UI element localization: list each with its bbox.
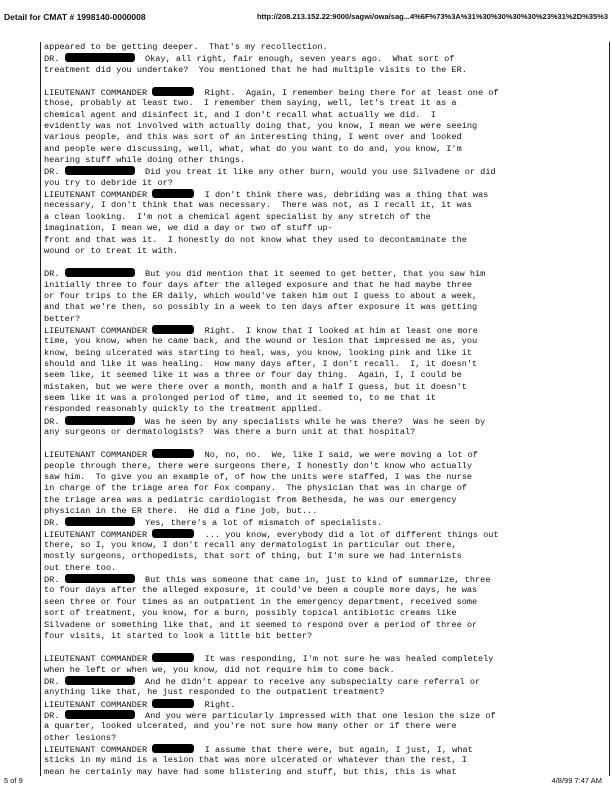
transcript-line <box>44 574 606 585</box>
transcript-line: evidently was not involved with actually doing that, you know, I mean we were seeing <box>44 121 478 132</box>
transcript-line: should and like it was healing. How many days after, I don't recall. I, it doesn't <box>44 358 478 369</box>
transcript-line: those, probably at least two. I remember them saying, well, let's treat it as a <box>44 98 457 109</box>
speaker-text: Did you treat it like any other burn, would you use Silvadene or did <box>134 167 496 178</box>
speaker-label: LIEUTENANT COMMANDER <box>44 450 153 461</box>
speaker-text: Right. I know that I looked at him at least one more <box>194 325 478 336</box>
redaction-bar <box>152 699 194 708</box>
redaction-bar <box>65 517 135 526</box>
transcript-line <box>44 517 606 528</box>
transcript-paragraph <box>44 268 606 438</box>
transcript-line <box>44 189 606 200</box>
speaker-label: DR. <box>44 416 65 427</box>
redaction-bar <box>152 449 194 458</box>
transcript-line: anything like that, he just responded to the outpatient treatment? <box>44 687 385 698</box>
speaker-label: DR. <box>44 269 65 280</box>
transcript-line: saw him. To give you an example of, of how the units were staffed, I was the nurse <box>44 472 473 483</box>
speaker-label: DR. <box>44 518 65 529</box>
speaker-text: And you were particularly impressed with that one lesion the size of <box>134 710 496 721</box>
transcript-line: a quarter, looked ulcerated, and you're not sure how many other or if there were <box>44 721 457 732</box>
transcript-line: hearing stuff while doing other things. <box>44 155 246 166</box>
speaker-text: Right. <box>194 699 236 710</box>
transcript-line: sticks in my mind is a lesion that was more ulcerated or whatever than the rest, I <box>44 755 467 766</box>
redaction-bar <box>152 87 194 96</box>
transcript-line: imagination, I mean we, we did a day or two of stuff up- <box>44 223 333 234</box>
transcript-line: physician in the ER there. He did a fine job, but... <box>44 506 318 517</box>
transcript-line: know, being ulcerated was starting to heal, was, you know, looking pink and like it <box>44 347 473 358</box>
speaker-label: LIEUTENANT COMMANDER <box>44 325 153 336</box>
transcript-line: seen three or four times as an outpatient in the emergency department, received some <box>44 596 478 607</box>
redaction-bar <box>65 710 135 719</box>
speaker-text: It was responding, I'm not sure he was healed completely <box>194 654 494 665</box>
transcript-line: mean he certainly may have had some blistering and stuff, but this, this is what <box>44 766 457 777</box>
speaker-label: LIEUTENANT COMMANDER <box>44 529 153 540</box>
transcript-line: responded reasonably quickly to the treatment applied. <box>44 404 323 415</box>
speaker-label: DR. <box>44 575 65 586</box>
transcript-line: mistaken, but we were there over a month, month and a half I guess, but it doesn't <box>44 381 467 392</box>
transcript-line <box>44 325 606 336</box>
transcript-line: when he left or when we, you know, did not require him to come back. <box>44 664 395 675</box>
transcript-line: various people, and this was sort of an interesting thing, I went over and looked <box>44 132 462 143</box>
transcript-line: necessary, I don't think that was necessary. There was not, as I recall it, it was <box>44 200 473 211</box>
transcript-line: the triage area was a pediatric cardiologist from Bethesda, he was our emergency <box>44 494 457 505</box>
speaker-label: LIEUTENANT COMMANDER <box>44 699 153 710</box>
transcript-line <box>44 268 606 279</box>
transcript-line <box>44 416 606 427</box>
transcript-line: and that we're then, so possibly in a week to ten days after exposure it was getting <box>44 302 478 313</box>
transcript-paragraph <box>44 653 606 778</box>
transcript-line: or four trips to the ER daily, which would've taken him out I guess to about a week, <box>44 290 478 301</box>
speaker-text: And he didn't appear to receive any subspecialty care referral or <box>134 676 481 687</box>
transcript-body <box>44 42 606 789</box>
transcript-line <box>44 53 606 64</box>
transcript-line <box>44 699 606 710</box>
transcript-line: four visits, it started to look a little bit better? <box>44 630 313 641</box>
speaker-text: No, no, no. We, like I said, we were moving a lot of <box>194 450 478 461</box>
speaker-label: DR. <box>44 710 65 721</box>
transcript-paragraph <box>44 42 606 76</box>
transcript-line: a clean looking. I'm not a chemical agent specialist by any stretch of the <box>44 211 431 222</box>
transcript-line: you try to debride it or? <box>44 177 173 188</box>
redaction-bar <box>152 529 194 538</box>
speaker-label: LIEUTENANT COMMANDER <box>44 190 153 201</box>
redaction-bar <box>65 676 135 685</box>
speaker-label: DR. <box>44 167 65 178</box>
transcript-line: mostly surgeons, orthopedists, that sort of thing, but I'm sure we had internists <box>44 551 462 562</box>
transcript-paragraph <box>44 449 606 642</box>
transcript-line: initially three to four days after the alleged exposure and that he had maybe three <box>44 279 473 290</box>
redaction-bar <box>152 744 194 753</box>
transcript-line: out there too. <box>44 562 117 573</box>
page-number: 5 of 9 <box>4 776 23 785</box>
redaction-bar <box>65 53 135 62</box>
transcript-line <box>44 449 606 460</box>
transcript-line: to four days after the alleged exposure, it could've been a couple more days, he was <box>44 585 478 596</box>
transcript-line: sort of treatment, you know, for a burn, possibly topical antibiotic creams like <box>44 608 457 619</box>
speaker-text: Right. Again, I remember being there for at least one of <box>194 88 499 99</box>
transcript-line: seem like it was a prolonged period of time, and it seemed to, to me that it <box>44 392 436 403</box>
document-label: Detail for CMAT # 1998140-0000008 <box>4 12 146 22</box>
transcript-line: treatment did you undertake? You mentioned that he had multiple visits to the ER. <box>44 64 467 75</box>
transcript-line <box>44 166 606 177</box>
page-header <box>4 12 608 24</box>
speaker-text: I assume that there were, but again, I just, I, what <box>194 744 473 755</box>
transcript-line: any surgeons or dermatologists? Was there a burn unit at that hospital? <box>44 427 416 437</box>
speaker-text: But you did mention that it seemed to get better, that you saw him <box>134 269 486 280</box>
redaction-bar <box>152 189 194 198</box>
redaction-bar <box>152 653 194 662</box>
transcript-line <box>44 710 606 721</box>
transcript-line: Silvadene or something like that, and it seemed to respond over a period of three or <box>44 619 478 630</box>
speaker-label: DR. <box>44 54 65 65</box>
speaker-text: Was he seen by any specialists while he was there? Was he seen by <box>134 416 486 427</box>
transcript-line: people through there, there were surgeons there, I honestly don't know who actually <box>44 460 473 471</box>
transcript-line: time, you know, when he came back, and the wound or lesion that impressed me as, you <box>44 336 478 347</box>
transcript-line <box>44 529 606 540</box>
speaker-text: I don't think there was, debriding was a thing that was <box>194 190 489 201</box>
speaker-text: Okay, all right, fair enough, seven years ago. What sort of <box>134 54 455 65</box>
transcript-line: seem like, it seemed like it was a three or four day thing. Again, I, I could be <box>44 370 462 381</box>
redaction-bar <box>65 574 135 583</box>
transcript-line: there, so I, you know, I don't recall any dermatologist in particular out there, <box>44 540 457 551</box>
redaction-bar <box>65 268 135 277</box>
transcript-line <box>44 87 606 98</box>
speaker-label: DR. <box>44 676 65 687</box>
transcript-line: wound or to treat it with. <box>44 245 179 256</box>
transcript-line: chemical agent and disinfect it, and I don't recall what actually we did. I <box>44 109 436 120</box>
source-url: http://208.213.152.22:9000/sagwi/owa/sag...4%6F%73%3A%31%30%30%30%30%23%31%2D%35%3 <box>256 12 608 21</box>
transcript-line <box>44 744 606 755</box>
speaker-label: LIEUTENANT COMMANDER <box>44 654 153 665</box>
speaker-text: But this was someone that came in, just to kind of summarize, three <box>134 575 491 586</box>
redaction-bar <box>152 325 194 334</box>
transcript-line <box>44 653 606 664</box>
transcript-line: better? <box>44 313 81 324</box>
redaction-bar <box>65 416 135 425</box>
speaker-text: Yes, there's a lot of mismatch of specialists. <box>134 518 383 529</box>
transcript-line: in charge of the triage area for Fox company. The physician that was in charge of <box>44 483 467 494</box>
speaker-label: LIEUTENANT COMMANDER <box>44 88 153 99</box>
print-timestamp: 4/8/99 7:47 AM <box>551 776 602 785</box>
speaker-text: ... you know, everybody did a lot of different things out <box>194 529 499 540</box>
speaker-label: LIEUTENANT COMMANDER <box>44 744 153 755</box>
redaction-bar <box>65 166 135 175</box>
transcript-line: and people were discussing, well, what, what do you want to do and, you know, I'm <box>44 143 462 154</box>
transcript-line <box>44 676 606 687</box>
transcript-line: front and that was it. I honestly do not know what they used to decontaminate the <box>44 234 467 245</box>
page-footer <box>0 776 612 788</box>
transcript-line: other lesions? <box>44 732 117 743</box>
transcript-paragraph <box>44 87 606 257</box>
transcript-line: appeared to be getting deeper. That's my recollection. <box>44 42 328 52</box>
